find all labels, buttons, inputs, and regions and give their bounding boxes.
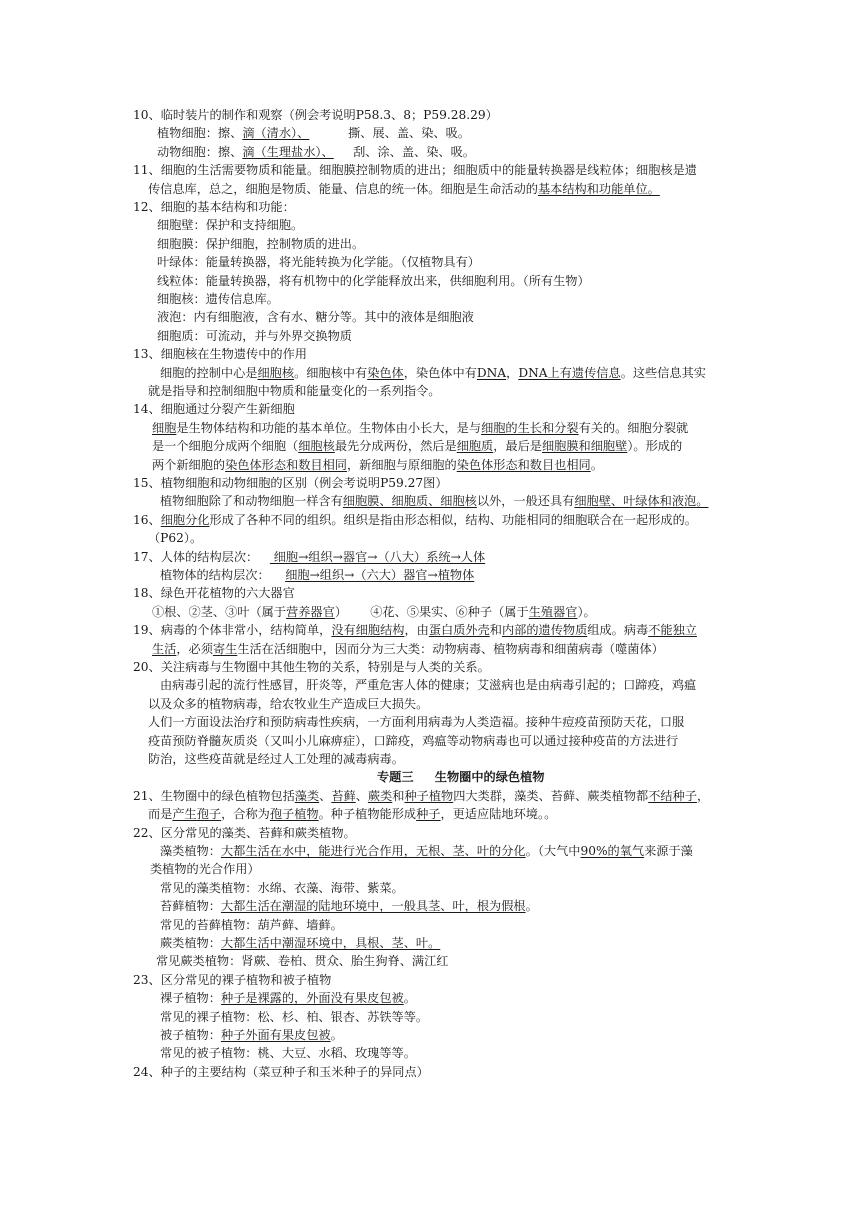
underlined-term: 寄生 — [212, 641, 238, 656]
text-line — [160, 492, 708, 510]
text-run: 11、细胞的生活需要物质和能量。细胞膜控制物质的进出；细胞质中的能量转换器是线粒体；细胞核是遗 — [133, 163, 697, 178]
text-run: 以外，一般还具有 — [476, 494, 575, 509]
text-run: 和 — [489, 623, 502, 638]
text-run: 以及众多的植物病毒，给农牧业生产造成巨大损失。 — [148, 696, 429, 711]
underlined-term: 细胞→组织→（六大）器官→植物体 — [285, 568, 475, 582]
text-run: 。 — [525, 899, 538, 914]
text-run: 、 — [355, 788, 368, 803]
underlined-term: 大都生活在水中，能进行光合作用，无根、茎、叶的分化 — [220, 844, 526, 858]
text-line — [152, 456, 603, 474]
text-run: 细胞核：遗传信息库。 — [157, 292, 279, 306]
text-run: 形成了各种不同的组织。组织是指由形态相似，结构、功能相同的细胞联合在一起形成的。 — [209, 512, 697, 527]
text-run: 常见的苔藓植物：葫芦藓、墙藓。 — [160, 917, 343, 932]
text-run: 细胞膜：保护细胞，控制物质的进出。 — [157, 236, 365, 251]
text-line — [157, 235, 364, 253]
text-line — [133, 548, 485, 566]
text-run: ）。形成的 — [627, 439, 683, 454]
text-run: 、 — [319, 788, 332, 803]
text-line — [152, 419, 688, 437]
underlined-term: 种子植物 — [404, 788, 454, 803]
text-run: 21、生物圈中的绿色植物包括 — [133, 788, 295, 803]
text-line — [157, 290, 279, 308]
text-line — [133, 787, 709, 805]
text-run: ）。 — [577, 604, 596, 619]
text-run: ，最后是 — [493, 439, 542, 454]
underlined-term: 细胞壁、叶绿体和液泡。 — [574, 494, 709, 509]
text-run: 苔藓植物： — [160, 899, 221, 914]
underlined-term: 细胞质 — [456, 439, 494, 454]
underlined-term: 蕨类 — [367, 788, 393, 803]
text-run: 撕、展、盖、染、吸。 — [309, 126, 470, 141]
text-line — [133, 511, 697, 529]
underlined-term: 蛋白质外壳 — [428, 623, 490, 638]
text-line — [133, 1063, 429, 1081]
underlined-term: 大都生活在潮湿的陆地环境中，一般具茎、叶，根为假根 — [220, 899, 526, 914]
text-run: ） ④花、⑤果实、⑥种子（属于 — [334, 604, 529, 619]
underlined-term: 不能独立 — [648, 623, 697, 638]
text-run: 19、病毒的个体非常小，结构简单， — [133, 623, 332, 638]
text-line — [148, 713, 684, 731]
underlined-term: 生活 — [152, 641, 177, 656]
text-line — [133, 161, 697, 179]
text-run: 动物细胞：擦、 — [157, 144, 243, 159]
text-run: 20、关注病毒与生物圈中其他生物的关系，特别是与人类的关系。 — [133, 660, 490, 674]
underlined-term: 细胞核 — [257, 365, 295, 380]
text-line — [157, 327, 352, 345]
underlined-term: 生殖器官 — [528, 604, 578, 619]
text-run: 专题三 生物圈中的绿色植物 — [377, 770, 545, 785]
underlined-term: DNA上有遗传信息 — [518, 365, 621, 380]
text-line — [133, 971, 331, 989]
text-line — [133, 584, 295, 602]
text-run: 15、植物细胞和动物细胞的区别（例会考说明P59.27图） — [133, 476, 448, 490]
text-line — [148, 180, 660, 198]
text-run: 生活在活细胞中，因而分为三大类：动物病毒、植物病毒和细菌病毒（噬菌体） — [237, 641, 664, 656]
text-run: 。细胞核中有 — [294, 365, 368, 380]
text-run: 植物细胞：擦、 — [157, 126, 243, 141]
text-run: 常见的被子植物：桃、大豆、水稻、玫瑰等等。 — [160, 1046, 416, 1061]
text-run: 。（大气中 — [525, 844, 581, 858]
text-line — [133, 198, 295, 216]
text-line — [160, 842, 693, 860]
underlined-term: 种子 — [416, 807, 441, 822]
underlined-term: 细胞膜、细胞质、细胞核 — [342, 494, 477, 509]
text-line — [157, 253, 480, 271]
text-run: 植物细胞除了和动物细胞一样含有 — [160, 494, 343, 509]
text-line — [133, 400, 295, 418]
underlined-term: 种子是裸露的，外面没有果皮包被 — [220, 991, 404, 1006]
text-line — [160, 989, 416, 1007]
text-run: 由病毒引起的流行性感冒，肝炎等，严重危害人体的健康；艾滋病也是由病毒引起的；口蹄疫，鸡瘟 — [160, 678, 697, 693]
underlined-term: 细胞的生长和分裂 — [481, 420, 579, 435]
text-line — [160, 879, 404, 897]
text-line — [148, 695, 428, 713]
underlined-term: 90%的氧气 — [580, 844, 645, 858]
text-run: 蕨类植物： — [160, 936, 221, 950]
text-run: 两个新细胞的 — [152, 457, 226, 472]
text-run: 13、细胞核在生物遗传中的作用 — [133, 347, 307, 362]
text-run: 而是 — [148, 807, 173, 822]
text-line — [157, 143, 475, 161]
text-line — [152, 640, 664, 658]
text-run: ，必须 — [176, 641, 213, 656]
text-line — [133, 824, 356, 842]
text-line — [160, 364, 706, 382]
text-run: 裸子植物： — [160, 991, 221, 1006]
underlined-term: 没有细胞结构 — [331, 623, 405, 638]
text-run: ，由 — [404, 623, 429, 638]
underlined-term: 染色体形态和数目相同 — [225, 457, 347, 472]
text-run: 和 — [392, 788, 405, 803]
text-run: 叶绿体：能量转换器，将光能转换为化学能。（仅植物具有） — [157, 255, 480, 270]
text-run: 藻类植物： — [160, 844, 221, 858]
text-run: 12、细胞的基本结构和功能： — [133, 200, 295, 214]
text-line — [160, 1008, 428, 1026]
underlined-term: 细胞膜和细胞壁 — [542, 439, 628, 454]
text-run: 四大类群，藻类、苔藓、蕨类植物都 — [453, 788, 649, 803]
text-line — [148, 805, 556, 823]
underlined-term: 基本结构和功能单位。 — [538, 181, 660, 196]
underlined-term: 苔藓 — [331, 788, 356, 803]
underlined-term: 细胞→组织→器官→（八大）系统→人体 — [269, 549, 486, 564]
text-run: 14、细胞通过分裂产生新细胞 — [133, 402, 295, 417]
text-run: 组成。病毒 — [587, 623, 649, 638]
text-run: 最先分成两份，然后是 — [334, 439, 457, 454]
underlined-term: 产生孢子 — [172, 807, 222, 822]
text-run: 防治，这些疫苗就是经过人工处理的减毒病毒。 — [148, 752, 404, 766]
text-run: ， — [696, 788, 710, 803]
text-line — [160, 676, 696, 694]
text-line — [150, 860, 260, 878]
text-line — [148, 529, 202, 547]
underlined-term: 细胞分化 — [160, 512, 210, 527]
text-line — [148, 732, 678, 750]
underlined-term: 大都生活中潮湿环境中，具根、茎、叶。 — [220, 936, 441, 950]
text-line — [133, 658, 490, 676]
text-run: 。种子植物能形成 — [318, 807, 417, 822]
text-run: 24、种子的主要结构（菜豆种子和玉米种子的异同点） — [133, 1064, 429, 1079]
text-run: 。 — [403, 991, 416, 1006]
text-line — [160, 916, 343, 934]
text-run: 刮、涂、盖、染、吸。 — [333, 144, 475, 159]
text-run: 常见蕨类植物：肾蕨、卷柏、贯众、胎生狗脊、满江红 — [156, 954, 449, 969]
underlined-term: 营养器官 — [286, 604, 335, 619]
text-run: 16、 — [133, 512, 161, 527]
text-run: 常见的裸子植物：松、杉、柏、银杏、苏铁等等。 — [160, 1009, 429, 1024]
text-line — [160, 566, 474, 584]
text-line — [148, 750, 404, 768]
text-run: 。 — [590, 457, 603, 472]
underlined-term: 孢子植物 — [269, 807, 319, 822]
text-run: ， — [506, 365, 519, 380]
underlined-term: 细胞 — [152, 420, 177, 435]
text-run: 18、绿色开花植物的六大器官 — [133, 586, 295, 601]
text-run: 。这些信息其实 — [620, 365, 706, 380]
text-run: 植物体的结构层次： — [160, 568, 286, 582]
underlined-term: 滴（生理盐水）、 — [242, 144, 334, 159]
text-run: 17、人体的结构层次： — [133, 549, 270, 564]
underlined-term: 不结种子 — [648, 788, 697, 803]
text-run: （P62）。 — [148, 531, 203, 546]
underlined-term: 染色体 — [367, 365, 404, 380]
underlined-term: 种子外面有果皮包被 — [220, 1028, 331, 1042]
text-run: 线粒体：能量转换器，将有机物中的化学能释放出来，供细胞利用。（所有生物） — [157, 273, 590, 288]
underlined-term: 内部的遗传物质 — [501, 623, 588, 638]
text-run: 10、临时装片的制作和观察（例会考说明P58.3、8；P59.28.29） — [133, 108, 498, 122]
text-run: 是生物体结构和功能的基本单位。生物体由小长大，是与 — [176, 420, 482, 435]
text-run: ，新细胞与原细胞的 — [347, 457, 457, 472]
underlined-term: 细胞核 — [298, 439, 335, 454]
underlined-term: 藻类 — [294, 788, 320, 803]
text-line — [160, 1026, 343, 1044]
text-run: 人们一方面设法治疗和预防病毒性疾病，一方面利用病毒为人类造福。接种牛痘疫苗预防天花，口服 — [148, 715, 685, 730]
text-run: 常见的藻类植物：水绵、衣藻、海带、紫菜。 — [160, 880, 404, 895]
text-line — [160, 897, 538, 915]
text-run: ，合称为 — [221, 807, 270, 822]
text-run: 细胞质：可流动，并与外界交换物质 — [157, 328, 352, 343]
text-run: 。 — [330, 1028, 343, 1042]
underlined-term: DNA — [476, 365, 507, 380]
text-line — [157, 216, 303, 234]
section-heading — [377, 768, 544, 786]
text-run: 22、区分常见的藻类、苔藓和蕨类植物。 — [133, 825, 356, 840]
text-run: 类植物的光合作用） — [150, 862, 260, 877]
text-run: ，染色体中有 — [403, 365, 477, 380]
text-run: 是一个细胞分成两个细胞（ — [152, 439, 299, 454]
text-run: 细胞壁：保护和支持细胞。 — [157, 218, 304, 233]
text-run: 就是指导和控制细胞中物质和能量变化的一系列指令。 — [148, 384, 441, 398]
text-line — [133, 474, 448, 492]
text-run: 来源于藻 — [644, 844, 693, 858]
text-run: 疫苗预防脊髓灰质炎（又叫小儿麻痹症），口蹄疫，鸡瘟等动物病毒也可以通过接种疫苗的方法进行 — [148, 733, 679, 748]
text-run: 液泡：内有细胞液，含有水、糖分等。其中的液体是细胞液 — [157, 310, 474, 325]
text-line — [156, 952, 449, 970]
text-run: 有关的。细胞分裂就 — [578, 420, 689, 435]
text-line — [157, 272, 590, 290]
text-run: ①根、②茎、③叶（属于 — [152, 604, 287, 619]
text-line — [160, 1044, 416, 1062]
text-line — [152, 603, 596, 621]
text-run: 被子植物： — [160, 1028, 221, 1042]
text-run: ，更适应陆地环境。。 — [440, 807, 557, 822]
text-line — [133, 621, 697, 639]
underlined-term: 滴（清水）、 — [242, 126, 310, 141]
text-line — [133, 345, 307, 363]
text-run: 细胞的控制中心是 — [160, 365, 258, 380]
underlined-term: 染色体形态和数目也相同 — [456, 457, 591, 472]
text-run: 传信息库，总之，细胞是物质、能量、信息的统一体。细胞是生命活动的 — [148, 181, 538, 196]
text-line — [157, 308, 474, 326]
text-line — [152, 437, 682, 455]
text-line — [160, 934, 440, 952]
text-run: 23、区分常见的裸子植物和被子植物 — [133, 972, 332, 987]
text-line — [133, 106, 498, 124]
text-line — [157, 124, 470, 142]
text-line — [148, 382, 441, 400]
